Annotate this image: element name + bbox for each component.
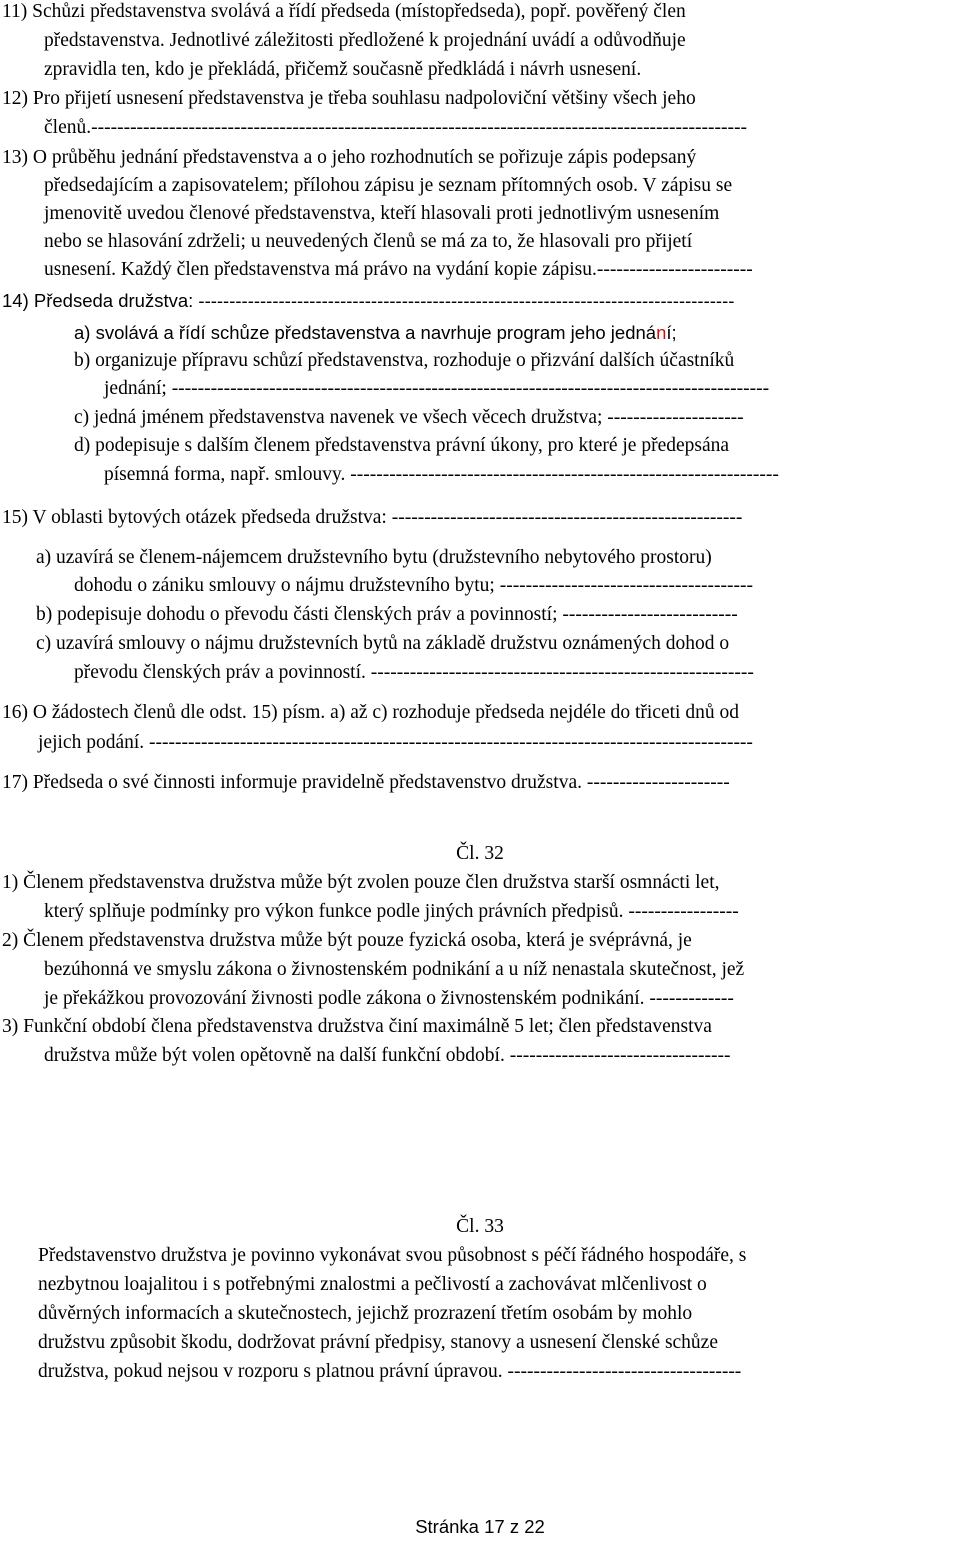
article-32-item-2-line-2: bezúhonná ve smyslu zákona o živnostenském podnikání a u níž nenastala skutečnost, jež xyxy=(44,959,745,980)
article-32-item-2-line-1: 2) Členem představenstva družstva může být pouze fyzická osoba, která je svéprávná, je xyxy=(2,930,692,951)
para-15-item-a-line-2: dohodu o zániku smlouvy o nájmu družstevního bytu; --------------------------------------- xyxy=(74,575,753,596)
para-14-item-c: c) jedná jménem představenstva navenek ve všech věcech družstva; --------------------- xyxy=(74,407,744,428)
article-32-item-1-line-1: 1) Členem představenstva družstva může být zvolen pouze člen družstva starší osmnácti let, xyxy=(2,872,720,893)
para-14-item-d-line-1: d) podepisuje s dalším členem představenstva právní úkony, pro které je předepsána xyxy=(74,435,730,456)
para-14-item-a: a) svolává a řídí schůze představenstva a navrhuje program jeho jednání; xyxy=(74,322,677,343)
para-13-line-2: předsedajícím a zapisovatelem; přílohou zápisu je seznam přítomných osob. V zápisu se xyxy=(44,175,733,196)
para-15-item-b: b) podepisuje dohodu o převodu části členských práv a povinností; --------------------------- xyxy=(36,604,738,625)
article-33-heading: Čl. 33 xyxy=(456,1216,504,1237)
para-11-line-3: zpravidla ten, kdo je překládá, přičemž současně předkládá i návrh usnesení. xyxy=(44,59,642,80)
para-12-line-2: členů.----------------------------------------------------------------------------------------------------- xyxy=(44,117,747,138)
article-32-heading: Čl. 32 xyxy=(456,843,504,864)
para-14-item-d-line-2: písemná forma, např. smlouvy. ------------------------------------------------------------------ xyxy=(104,464,779,485)
article-33-line-4: družstvu způsobit škodu, dodržovat právní předpisy, stanovy a usnesení členské schůze xyxy=(38,1332,718,1353)
article-32-item-3-line-2: družstva může být volen opětovně na další funkční období. ---------------------------------- xyxy=(44,1045,731,1066)
para-16-line-1: 16) O žádostech členů dle odst. 15) písm. a) až c) rozhoduje předseda nejdéle do třiceti dnů od xyxy=(2,702,739,723)
page-number-footer: Stránka 17 z 22 xyxy=(415,1516,545,1537)
para-17: 17) Předseda o své činnosti informuje pravidelně představenstvo družstva. ---------------------- xyxy=(2,772,730,793)
para-14-title: 14) Předseda družstva: --------------------------------------------------------------------------------------- xyxy=(2,290,735,311)
para-14-item-b-line-1: b) organizuje přípravu schůzí představenstva, rozhoduje o přizvání dalších účastníků xyxy=(74,350,735,371)
para-16-line-2: jejich podání. --------------------------------------------------------------------------------------------- xyxy=(38,732,753,753)
article-32-item-2-line-3: je překážkou provozování živnosti podle zákona o živnostenském podnikání. ------------- xyxy=(44,988,734,1009)
article-32-item-3-line-1: 3) Funkční období člena představenstva družstva činí maximálně 5 let; člen představenstva xyxy=(2,1016,712,1037)
para-13-line-1: 13) O průběhu jednání představenstva a o jeho rozhodnutích se pořizuje zápis podepsaný xyxy=(2,147,697,168)
para-15-item-a-line-1: a) uzavírá se členem-nájemcem družstevního bytu (družstevního nebytového prostoru) xyxy=(36,547,712,568)
para-15-item-c-line-1: c) uzavírá smlouvy o nájmu družstevních bytů na základě družstvu oznámených dohod o xyxy=(36,633,730,654)
para-11-line-1: 11) Schůzi představenstva svolává a řídí předseda (místopředseda), popř. pověřený člen xyxy=(2,1,686,22)
article-32-item-1-line-2: který splňuje podmínky pro výkon funkce podle jiných právních předpisů. ----------------- xyxy=(44,901,739,922)
para-15-item-c-line-2: převodu členských práv a povinností. ----------------------------------------------------------- xyxy=(74,662,754,683)
article-33-line-2: nezbytnou loajalitou i s potřebnými znalostmi a pečlivostí a zachovávat mlčenlivost o xyxy=(38,1274,707,1295)
para-11-line-2: představenstva. Jednotlivé záležitosti předložené k projednání uvádí a odůvodňuje xyxy=(44,30,686,51)
para-15-title: 15) V oblasti bytových otázek předseda družstva: ------------------------------------------------------ xyxy=(2,507,743,528)
para-12-line-1: 12) Pro přijetí usnesení představenstva je třeba souhlasu nadpoloviční většiny všech jeho xyxy=(2,88,696,109)
article-33-line-1: Představenstvo družstva je povinno vykonávat svou působnost s péčí řádného hospodáře, s xyxy=(38,1245,747,1266)
para-13-line-4: nebo se hlasování zdrželi; u neuvedených členů se má za to, že hlasovali pro přijetí xyxy=(44,231,693,252)
para-14-item-b-line-2: jednání; -------------------------------------------------------------------------------------------- xyxy=(104,378,770,399)
para-13-line-3: jmenovitě uvedou členové představenstva, kteří hlasovali proti jednotlivým usnesením xyxy=(44,203,720,224)
article-33-line-3: důvěrných informacích a skutečnostech, jejichž prozrazení třetím osobám by mohlo xyxy=(38,1303,693,1324)
para-13-line-5: usnesení. Každý člen představenstva má právo na vydání kopie zápisu.------------------------ xyxy=(44,259,753,280)
article-33-line-5: družstva, pokud nejsou v rozporu s platnou právní úpravou. ------------------------------------ xyxy=(38,1361,742,1382)
